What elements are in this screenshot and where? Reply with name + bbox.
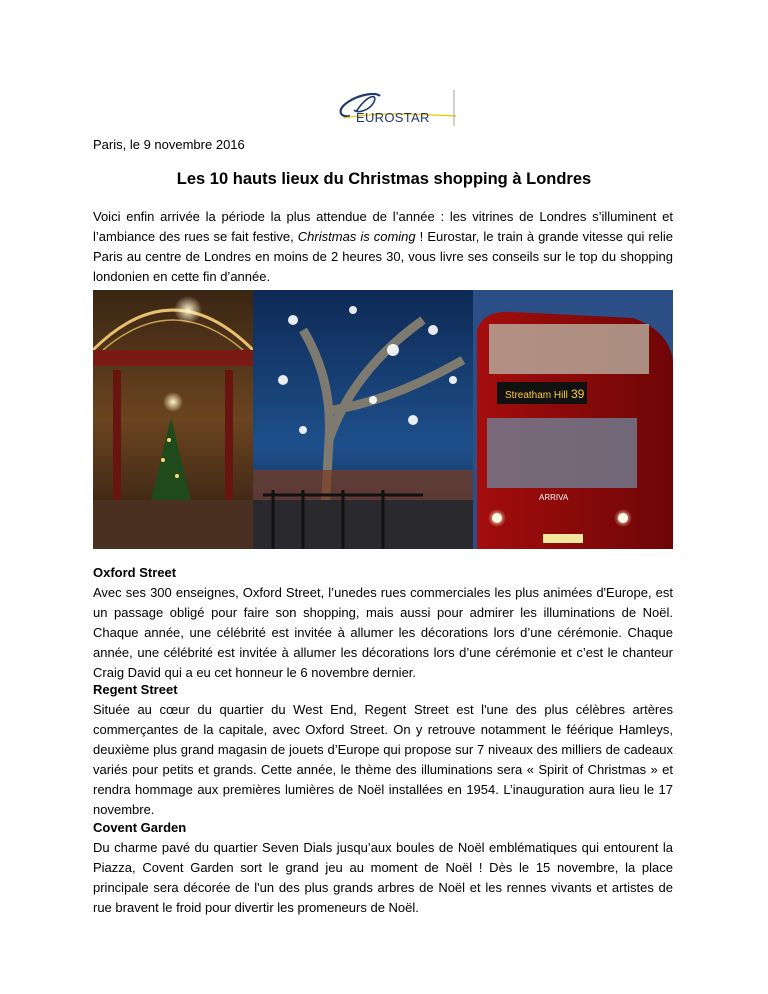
photo-collage	[93, 290, 673, 549]
section-heading: Covent Garden	[93, 820, 187, 835]
christmas-london-photo	[93, 290, 673, 549]
intro-paragraph	[93, 207, 673, 287]
bus-destination-sign: Streatham Hill	[505, 390, 568, 401]
section-oxford-street	[93, 563, 673, 683]
logo-wordmark: EUROSTAR	[356, 110, 430, 125]
dateline: Paris, le 9 novembre 2016	[93, 137, 245, 152]
eurostar-logo	[336, 86, 460, 130]
section-body: Du charme pavé du quartier Seven Dials jusqu’aux boules de Noël emblématiques qui entourent la Piazza, Covent Garden sort le grand jeu au moment de Noël ! Dès le 15 novembre, la place principale sera décorée de l'un des plus grands arbres de Noël et les rennes vivants et artistes de rue bravent le froid pour divertir les promeneurs de Noël.	[93, 840, 673, 915]
section-body: Située au cœur du quartier du West End, Regent Street est l'une des plus célèbres artères commerçantes de la capitale, avec Oxford Street. On y retrouve notamment le féérique Hamleys, deuxième plus grand magasin de jouets d’Europe qui propose sur 7 niveaux des milliers de cadeaux variés pour petits et grands. Cette année, le thème des illuminations sera « Spirit of Christmas » et rendra hommage aux premières lumières de Noël installées en 1954. L’inauguration aura lieu le 17 novembre.	[93, 702, 673, 817]
section-heading: Oxford Street	[93, 565, 177, 580]
section-covent-garden	[93, 818, 673, 918]
section-body: Avec ses 300 enseignes, Oxford Street, l’unedes rues commerciales les plus animées d'Europe, est un passage obligé pour faire son shopping, mais aussi pour admirer les illuminations de Noël. Chaque année, une célébrité est invitée à allumer les décorations lors d’une cérémonie. Chaque année, une célébrité est invitée à allumer les décorations lors d’une cérémonie et c’est le chanteur Craig David qui a eu cet honneur le 6 novembre dernier.	[93, 585, 673, 680]
intro-emphasis: Christmas is coming	[297, 229, 416, 244]
section-regent-street	[93, 680, 673, 820]
bus-route-number: 39	[571, 387, 585, 401]
bus-operator-label: ARRIVA	[539, 493, 569, 502]
section-heading: Regent Street	[93, 682, 178, 697]
intro-text-start: Voici enfin arrivée la période la plus attendue de l’année : les vitrines de Londres s’illuminent et l’ambiance des rues se fait festive,	[93, 209, 673, 244]
page-title: Les 10 hauts lieux du Christmas shopping à Londres	[176, 170, 592, 188]
intro-text-end: ! Eurostar, le train à grande vitesse qui relie Paris au centre de Londres en moins de 2 heures 30, vous livre ses conseils sur le top du shopping londonien en cette fin d’année.	[93, 229, 673, 284]
